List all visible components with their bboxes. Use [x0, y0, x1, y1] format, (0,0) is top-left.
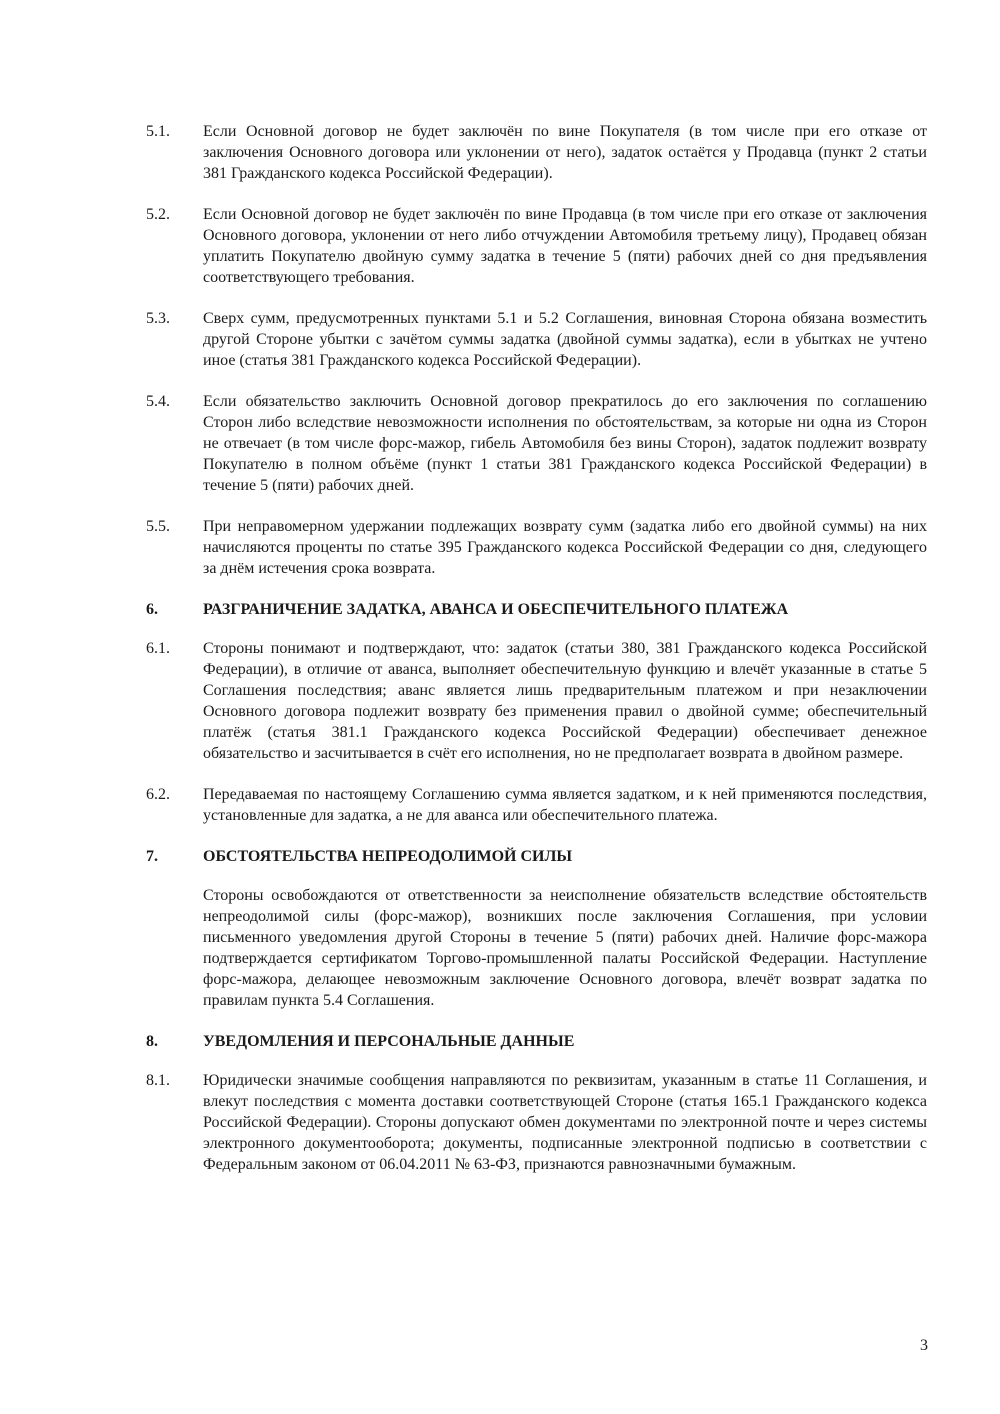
- section-title: УВЕДОМЛЕНИЯ И ПЕРСОНАЛЬНЫЕ ДАННЫЕ: [203, 1033, 575, 1050]
- clause-number: 8.1.: [146, 1072, 170, 1089]
- clause-text: Юридически значимые сообщения направляются по реквизитам, указанным в статье 11 Соглашения, и влекут последствия с момента доставки соответствующей Стороне (статья 165.1 Гражданского кодекса Российской Федерации). Стороны допускают обмен документами по электронной почте и через системы электронного документооборота; документы, подписанные электронной подписью в соответствии с Федеральным законом от 06.04.2011 № 63-ФЗ, признаются равнозначными бумажным.: [203, 1072, 927, 1173]
- section-number: 6.: [146, 601, 158, 618]
- section-heading-8: [146, 1031, 927, 1052]
- section-title: РАЗГРАНИЧЕНИЕ ЗАДАТКА, АВАНСА И ОБЕСПЕЧИТЕЛЬНОГО ПЛАТЕЖА: [203, 601, 789, 618]
- clause-text: Если Основной договор не будет заключён по вине Покупателя (в том числе при его отказе от заключения Основного договора или уклонении от него), задаток остаётся у Продавца (пункт 2 статьи 381 Гражданского кодекса Российской Федерации).: [203, 123, 927, 182]
- clause-6-1: [146, 638, 927, 764]
- section-number: 7.: [146, 848, 158, 865]
- page-number: 3: [920, 1337, 928, 1354]
- section-title: ОБСТОЯТЕЛЬСТВА НЕПРЕОДОЛИМОЙ СИЛЫ: [203, 848, 573, 865]
- section-7-paragraph: Стороны освобождаются от ответственности за неисполнение обязательств вследствие обстоятельств непреодолимой силы (форс-мажор), возникших после заключения Соглашения, при условии письменного уведомления другой Стороны в течение 5 (пяти) рабочих дней. Наличие форс-мажора подтверждается сертификатом Торгово-промышленной палаты Российской Федерации. Наступление форс-мажора, делающее невозможным заключение Основного договора, влечёт возврат задатка по правилам пункта 5.4 Соглашения.: [203, 887, 927, 1009]
- clause-number: 5.4.: [146, 393, 170, 410]
- clause-5-3: [146, 308, 927, 371]
- clause-number: 5.1.: [146, 123, 170, 140]
- clause-8-1: [146, 1070, 927, 1175]
- clause-text: Если Основной договор не будет заключён по вине Продавца (в том числе при его отказе от заключения Основного договора, уклонении от него либо отчуждении Автомобиля третьему лицу), Продавец обязан уплатить Покупателю двойную сумму задатка в течение 5 (пяти) рабочих дней со дня предъявления соответствующего требования.: [203, 206, 927, 286]
- clause-5-2: [146, 204, 927, 288]
- section-heading-6: [146, 599, 927, 620]
- clause-number: 5.5.: [146, 518, 170, 535]
- document-body: [146, 121, 927, 1195]
- clause-5-5: [146, 516, 927, 579]
- clause-text: Если обязательство заключить Основной договор прекратилось до его заключения по соглашению Сторон либо вследствие невозможности исполнения по обстоятельствам, за которые ни одна из Сторон не отвечает (в том числе форс-мажор, гибель Автомобиля без вины Сторон), задаток подлежит возврату Покупателю в полном объёме (пункт 1 статьи 381 Гражданского кодекса Российской Федерации) в течение 5 (пяти) рабочих дней.: [203, 393, 927, 494]
- clause-number: 6.1.: [146, 640, 170, 657]
- clause-text: Стороны понимают и подтверждают, что: задаток (статьи 380, 381 Гражданского кодекса Российской Федерации), в отличие от аванса, выполняет обеспечительную функцию и влечёт указанные в статье 5 Соглашения последствия; аванс является лишь предварительным платежом и при незаключении Основного договора подлежит возврату без применения правил о двойной сумме; обеспечительный платёж (статья 381.1 Гражданского кодекса Российской Федерации) обеспечивает денежное обязательство и засчитывается в счёт его исполнения, но не предполагает возврата в двойном размере.: [203, 640, 927, 762]
- clause-6-2: [146, 784, 927, 826]
- section-heading-7: [146, 846, 927, 867]
- clause-number: 5.3.: [146, 310, 170, 327]
- clause-text: Передаваемая по настоящему Соглашению сумма является задатком, и к ней применяются последствия, установленные для задатка, а не для аванса или обеспечительного платежа.: [203, 786, 927, 824]
- clause-5-1: [146, 121, 927, 184]
- clause-text: Сверх сумм, предусмотренных пунктами 5.1 и 5.2 Соглашения, виновная Сторона обязана возместить другой Стороне убытки с зачётом суммы задатка (двойной суммы задатка), если в убытках не учтено иное (статья 381 Гражданского кодекса Российской Федерации).: [203, 310, 927, 369]
- clause-5-4: [146, 391, 927, 496]
- clause-text: При неправомерном удержании подлежащих возврату сумм (задатка либо его двойной суммы) на них начисляются проценты по статье 395 Гражданского кодекса Российской Федерации со дня, следующего за днём истечения срока возврата.: [203, 518, 927, 577]
- clause-number: 5.2.: [146, 206, 170, 223]
- section-number: 8.: [146, 1033, 158, 1050]
- clause-number: 6.2.: [146, 786, 170, 803]
